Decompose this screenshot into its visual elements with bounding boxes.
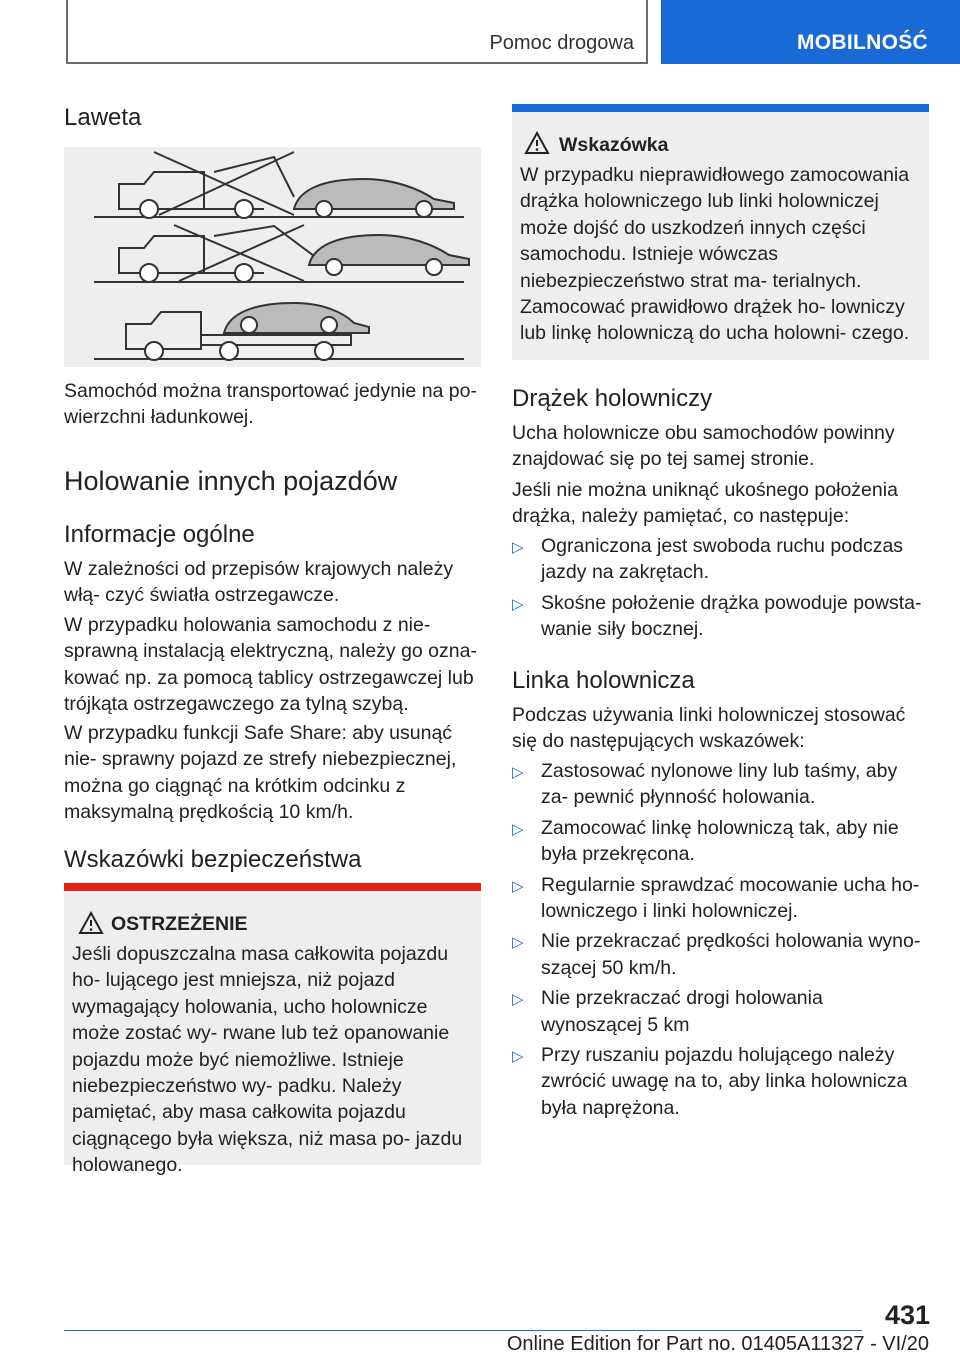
warning-triangle-icon [524, 131, 550, 155]
tow-rope-bullet-list [512, 758, 929, 1125]
header-chapter-label: MOBILNOŚĆ [796, 31, 928, 54]
general-paragraph-3: W przypadku funkcji Safe Share: aby usunąć nie- sprawny pojazd ze strefy niebezpiecznej, można go ciągnąć na krótkim odcinku z maksymalną prędkością 10 km/h. [64, 722, 457, 824]
bullet-triangle-icon: ▷ [512, 539, 524, 556]
general-info-heading: Informacje ogólne [64, 521, 255, 548]
note-bar [512, 104, 929, 112]
tow-bar-paragraph-2: Jeśli nie można uniknąć ukośnego położenia drążka, należy pamiętać, co następuje: [512, 479, 898, 528]
page-number: 431 [884, 1300, 930, 1330]
warning-box [64, 883, 481, 1177]
header-chapter-tab [661, 0, 960, 64]
warning-bar [64, 883, 481, 891]
safety-heading: Wskazówki bezpieczeństwa [64, 846, 362, 873]
laweta-text: Samochód można transportować jedynie na po- wierzchni ładunkowej. [64, 380, 477, 429]
list-item: ▷ Nie przekraczać prędkości holowania wyno- szącej 50 km/h. [512, 930, 921, 979]
tow-truck-illustration [64, 147, 481, 367]
note-box [512, 104, 929, 360]
bullet-triangle-icon: ▷ [512, 877, 524, 895]
laweta-heading: Laweta [64, 104, 142, 131]
note-text: W przypadku nieprawidłowego zamocowania drążka holowniczego lub linki holowniczej może dojść do uszkodzeń innych części samochodu. Istnieje wówczas niebezpieczeństwo strat ma- terialnych. Zamocować prawidłowo drążek ho- lowniczy lub linkę holowniczą do ucha holowni- czego. [520, 164, 910, 345]
list-item: ▷ Regularnie sprawdzać mocowanie ucha ho- lowniczego i linki holowniczej. [512, 873, 920, 923]
tow-truck-diagram [64, 147, 481, 367]
list-item: ▷ Przy ruszaniu pojazdu holującego należy zwrócić uwagę na to, aby linka holownicza była naprężona. [512, 1044, 908, 1119]
list-item: ▷ Nie przekraczać drogi holowania wynoszącej 5 km [512, 987, 823, 1036]
bullet-triangle-icon: ▷ [512, 991, 524, 1009]
bullet-triangle-icon: ▷ [512, 595, 524, 613]
tow-rope-paragraph: Podczas używania linki holowniczej stosować się do następujących wskazówek: [512, 704, 906, 753]
bullet-triangle-icon: ▷ [512, 1048, 524, 1066]
tow-bar-paragraph-1: Ucha holownicze obu samochodów powinny znajdować się po tej samej stronie. [512, 422, 895, 471]
tow-bar-heading: Drążek holowniczy [512, 385, 713, 412]
list-item: ▷ Skośne położenie drążka powoduje powsta- wanie siły bocznej. [512, 591, 922, 641]
warning-label: OSTRZEŻENIE [111, 913, 248, 935]
list-item: ▷ Zastosować nylonowe liny lub taśmy, aby za- pewnić płynność holowania. [512, 760, 898, 809]
footer-edition: Online Edition for Part no. 01405A11327 - VI/20 [506, 1333, 929, 1355]
footer-divider [64, 1330, 862, 1331]
header-section-box [66, 0, 648, 64]
header-section-title: Pomoc drogowa [489, 32, 634, 54]
warning-triangle-icon [78, 911, 104, 935]
bullet-triangle-icon: ▷ [512, 934, 524, 952]
tow-bar-bullet-list [512, 533, 929, 647]
bullet-triangle-icon: ▷ [512, 764, 524, 781]
bullet-triangle-icon: ▷ [512, 820, 524, 838]
list-item: ▷ Zamocować linkę holowniczą tak, aby nie była przekręcona. [512, 816, 899, 866]
general-paragraph-2: W przypadku holowania samochodu z nie- sprawną instalacją elektryczną, należy go ozna- kować np. za pomocą tablicy ostrzegawczej lub trójkąta ostrzegawczego za tylną szybą. [64, 614, 477, 716]
list-item: ▷ Ograniczona jest swoboda ruchu podczas jazdy na zakrętach. [512, 535, 904, 584]
general-paragraph-1: W zależności od przepisów krajowych należy włą- czyć światła ostrzegawcze. [64, 558, 454, 607]
note-label: Wskazówka [559, 134, 669, 156]
warning-text: Jeśli dopuszczalna masa całkowita pojazdu ho- lującego jest mniejsza, niż pojazd wymagający holowania, ucho holownicze może zostać wy- rwane lub też opanowanie pojazdu może być niemożliwe. Istnieje niebezpieczeństwo wy- padku. Należy pamiętać, aby masa całkowita pojazdu ciągnącego była większa, niż masa po- jazdu holowanego. [72, 943, 463, 1177]
towing-heading: Holowanie innych pojazdów [64, 466, 398, 496]
tow-rope-heading: Linka holownicza [512, 667, 695, 694]
